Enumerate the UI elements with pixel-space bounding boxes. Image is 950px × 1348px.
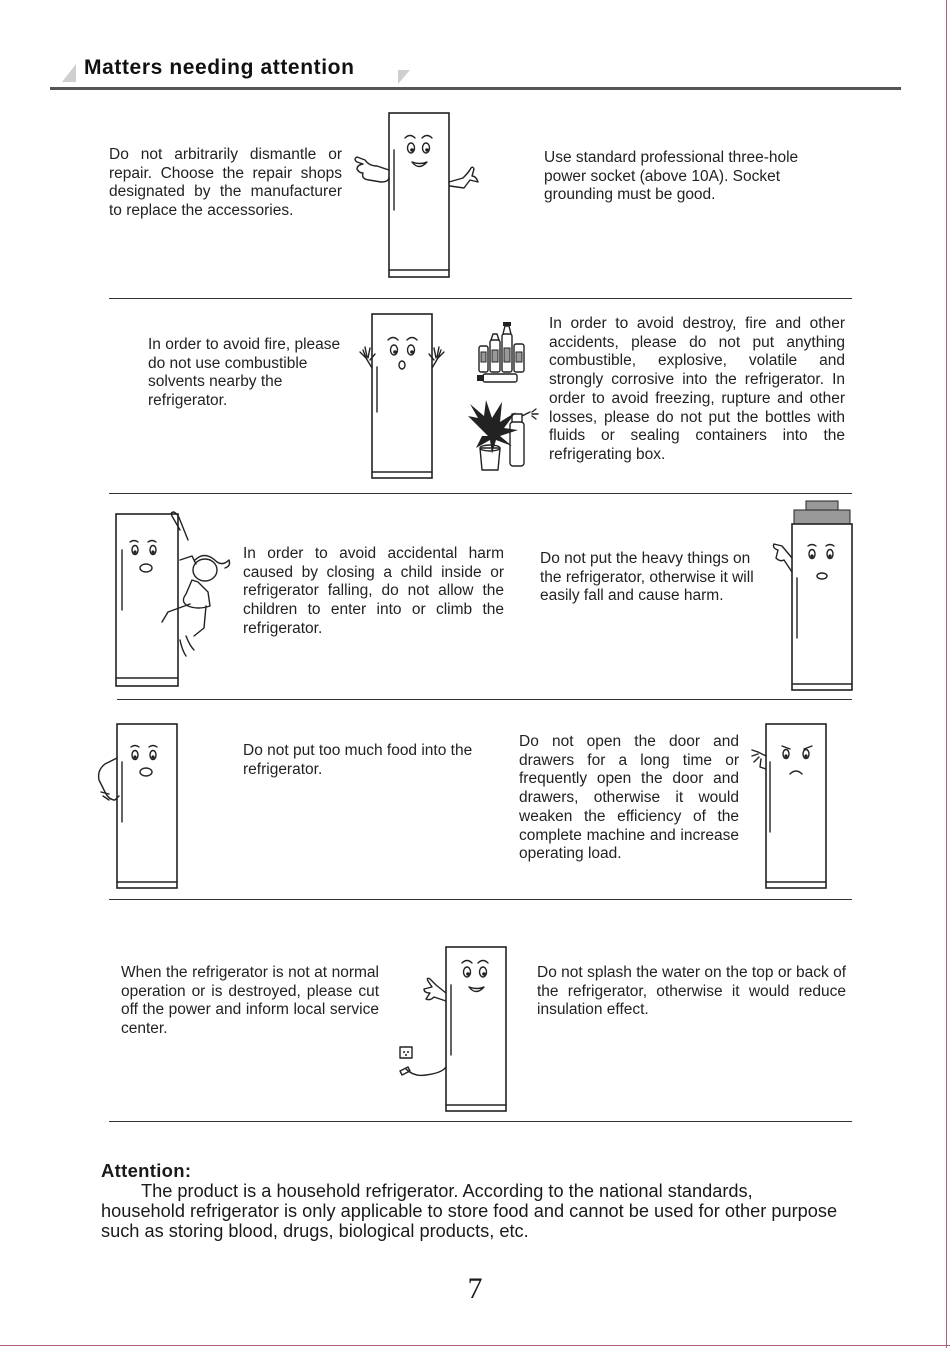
fridge-worried-icon bbox=[748, 722, 833, 892]
note-children: In order to avoid accidental harm caused by closing a child inside or refrigerator falling, do not allow the children to enter into or climb the refrigerator. bbox=[243, 545, 504, 637]
attention-body bbox=[101, 1181, 841, 1242]
note-combustibles: In order to avoid destroy, fire and other accidents, please do not put anything combustible, explosive, volatile and strongly corrosive into the refrigerator. In order to avoid freezing, rupture and other losses, please do not put the bottles with fluids or sealing containers into the refrigerating box. bbox=[549, 315, 845, 463]
header-decoration-right bbox=[398, 70, 410, 84]
fridge-pointing-icon bbox=[340, 110, 495, 280]
section-divider bbox=[109, 1121, 852, 1122]
section-divider bbox=[109, 298, 852, 299]
note-food: Do not put too much food into the refrigerator. bbox=[243, 742, 473, 778]
fridge-peeking-icon bbox=[95, 722, 185, 892]
bottles-icon bbox=[475, 320, 535, 385]
fridge-unplug-icon bbox=[396, 945, 511, 1115]
note-water: Do not splash the water on the top or back of the refrigerator, otherwise it would reduce insulation effect. bbox=[537, 964, 846, 1019]
note-dismantle: Do not arbitrarily dismantle or repair. Choose the repair shops designated by the manufacturer to replace the accessories. bbox=[109, 146, 342, 220]
note-heavy: Do not put the heavy things on the refrigerator, otherwise it will easily fall and cause harm. bbox=[540, 550, 754, 605]
section-divider bbox=[109, 493, 852, 494]
note-power: When the refrigerator is not at normal operation or is destroyed, please cut off the power and inform local service center. bbox=[121, 964, 379, 1038]
fridge-hands-up-icon bbox=[355, 312, 445, 482]
header-rule bbox=[50, 87, 901, 90]
plant-spray-icon bbox=[458, 396, 548, 476]
attention-text: The product is a household refrigerator. According to the national standards, household refrigerator is only applicable to store food and cannot be used for other purpose such as storing blood, drugs, biological products, etc. bbox=[101, 1181, 838, 1242]
page-number: 7 bbox=[467, 1272, 483, 1305]
attention-title: Attention: bbox=[101, 1160, 192, 1181]
header-decoration-left bbox=[62, 64, 76, 82]
note-door: Do not open the door and drawers for a long time or frequently open the door and drawers, otherwise it would weaken the efficiency of the complete machine and increase operating load. bbox=[519, 733, 739, 863]
child-climbing-icon bbox=[110, 510, 245, 690]
page-title: Matters needing attention bbox=[84, 56, 355, 79]
fridge-heavy-box-icon bbox=[766, 498, 858, 693]
section-divider bbox=[117, 699, 852, 700]
section-divider bbox=[109, 899, 852, 900]
note-solvents: In order to avoid fire, please do not use combustible solvents nearby the refrigerator. bbox=[148, 336, 341, 410]
note-socket: Use standard professional three-hole power socket (above 10A). Socket grounding must be good. bbox=[544, 149, 799, 204]
